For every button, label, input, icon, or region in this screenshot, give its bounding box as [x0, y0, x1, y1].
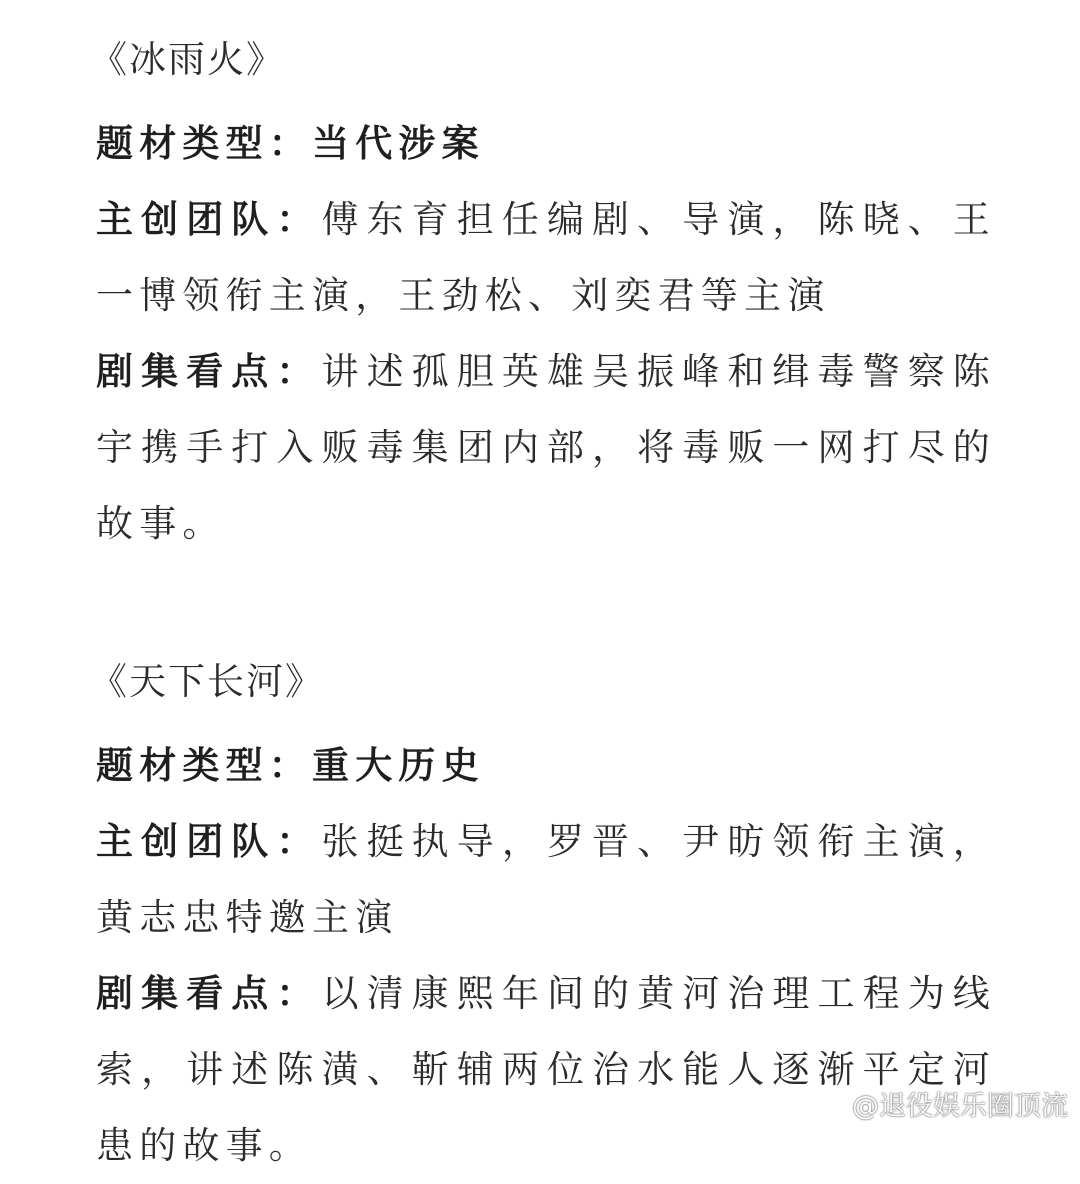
highlight-value: 讲述孤胆英雄吴振峰和缉毒警察陈宇携手打入贩毒集团内部，将毒贩一网打尽的故事。 [96, 350, 997, 545]
watermark-text: @退役娱乐圈顶流 [852, 1091, 1068, 1122]
highlight-value: 以清康熙年间的黄河治理工程为线索，讲述陈潢、靳辅两位治水能人逐渐平定河患的故事。 [96, 972, 997, 1167]
watermark [810, 1084, 1068, 1123]
weibo-icon [810, 1089, 846, 1119]
highlight-label: 剧集看点： [96, 350, 322, 393]
highlight-row [96, 334, 996, 562]
team-label: 主创团队： [96, 820, 322, 863]
genre-value: 当代涉案 [312, 122, 485, 165]
genre-label: 题材类型： [96, 744, 312, 787]
highlight-label: 剧集看点： [96, 972, 322, 1015]
show-title: 《天下长河》 [90, 660, 324, 703]
show-entry-bingyuhuo [90, 28, 997, 562]
team-row [96, 182, 996, 334]
document-body [90, 28, 997, 1184]
team-value: 傅东育担任编剧、导演，陈晓、王一博领衔主演，王劲松、刘奕君等主演 [96, 198, 997, 317]
show-title: 《冰雨火》 [90, 38, 285, 81]
team-value: 张挺执导，罗晋、尹昉领衔主演，黄志忠特邀主演 [96, 820, 997, 939]
genre-row [96, 106, 996, 182]
team-row [96, 804, 996, 956]
genre-label: 题材类型： [96, 122, 312, 165]
highlight-row [96, 956, 996, 1184]
genre-row [96, 728, 996, 804]
genre-value: 重大历史 [312, 744, 485, 787]
team-label: 主创团队： [96, 198, 322, 241]
